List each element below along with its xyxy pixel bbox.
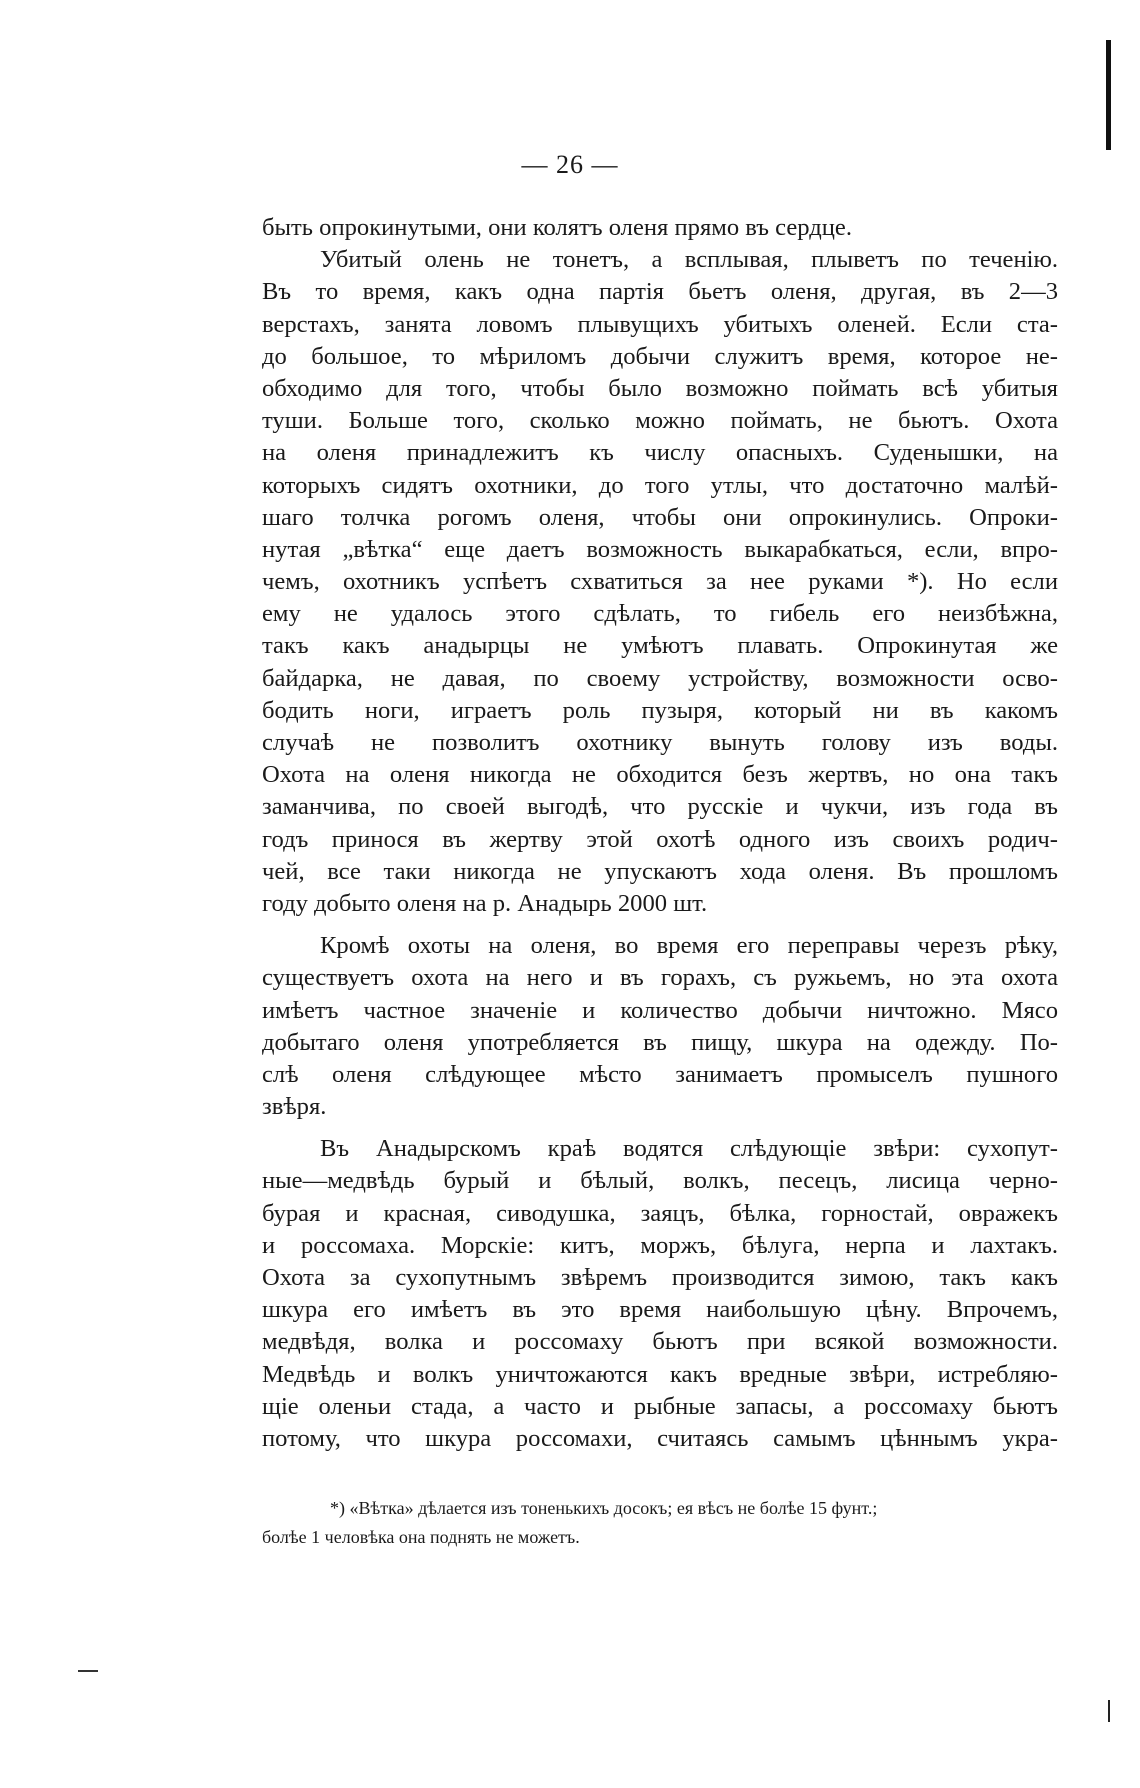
text-line: Убитый олень не тонетъ, а всплывая, плыветъ по теченію. <box>320 246 1058 274</box>
text-line: медвѣдя, волка и россомаху бьютъ при всякой возможности. <box>262 1328 1058 1356</box>
page-edge-shadow <box>1106 40 1111 150</box>
text-line: году добыто оленя на р. Анадырь 2000 шт. <box>262 889 708 917</box>
footnote <box>262 1494 1058 1552</box>
page-edge-mark <box>1108 1700 1110 1722</box>
body-text <box>262 212 1058 1455</box>
text-line: годъ принося въ жертву этой охотѣ одного изъ своихъ родич- <box>262 825 1058 853</box>
text-line: нутая „вѣтка“ еще даетъ возможность выкарабкаться, если, впро- <box>262 535 1058 563</box>
text-line: имѣетъ частное значеніе и количество добычи ничтожно. Мясо <box>262 996 1058 1024</box>
footnote-line: болѣе 1 человѣка она поднять не можетъ. <box>262 1527 580 1547</box>
text-line: чемъ, охотникъ успѣетъ схватиться за нее руками *). Но если <box>262 568 1058 596</box>
text-line: щіе оленьи стада, а часто и рыбные запасы, а россомаху бьютъ <box>262 1392 1058 1420</box>
text-line: быть опрокинутыми, они колятъ оленя прямо въ сердце. <box>262 214 852 241</box>
text-line: Кромѣ охоты на оленя, во время его переправы черезъ рѣку, <box>320 932 1058 960</box>
text-line: Охота за сухопутнымъ звѣремъ производится зимою, такъ какъ <box>262 1264 1058 1291</box>
page-edge-mark <box>78 1670 98 1672</box>
text-line: на оленя принадлежитъ къ числу опасныхъ. Суденышки, на <box>262 439 1058 467</box>
text-line: слѣ оленя слѣдующее мѣсто занимаетъ промыселъ пушного <box>262 1060 1058 1088</box>
footnote-line: *) «Вѣтка» дѣлается изъ тоненькихъ досокъ; ея вѣсъ не болѣе 15 фунт.; <box>330 1498 878 1518</box>
text-line: бодить ноги, играетъ роль пузыря, который ни въ какомъ <box>262 696 1058 724</box>
text-line: и россомаха. Морскіе: китъ, моржъ, бѣлуга, нерпа и лахтакъ. <box>262 1231 1058 1259</box>
text-line: заманчива, по своей выгодѣ, что русскіе и чукчи, изъ года въ <box>262 793 1058 821</box>
text-line: Охота на оленя никогда не обходится безъ жертвъ, но она такъ <box>262 761 1058 789</box>
text-line: обходимо для того, чтобы было возможно поймать всѣ убитыя <box>262 374 1058 402</box>
text-line: такъ какъ анадырцы не умѣютъ плавать. Опрокинутая же <box>262 632 1058 660</box>
text-line: которыхъ сидятъ охотники, до того утлы, что достаточно малѣй- <box>262 471 1058 499</box>
text-line: до большое, то мѣриломъ добычи служитъ время, которое не- <box>262 342 1058 370</box>
text-line: существуетъ охота на него и въ горахъ, съ ружьемъ, но эта охота <box>262 964 1058 992</box>
text-line: Въ то время, какъ одна партія бьетъ оленя, другая, въ 2—3 <box>262 278 1058 306</box>
page-number: — 26 — <box>521 150 619 179</box>
text-line: случаѣ не позволитъ охотнику вынуть голову изъ воды. <box>262 729 1058 756</box>
text-line: Медвѣдь и волкъ уничтожаются какъ вредные звѣри, истребляю- <box>262 1360 1058 1388</box>
text-line: шаго толчка рогомъ оленя, чтобы они опрокинулись. Опроки- <box>262 503 1058 531</box>
text-line: чей, все таки никогда не упускаютъ хода оленя. Въ прошломъ <box>262 857 1058 885</box>
text-line: бурая и красная, сиводушка, заяцъ, бѣлка, горностай, овражекъ <box>262 1199 1058 1227</box>
text-line: потому, что шкура россомахи, считаясь самымъ цѣннымъ укра- <box>262 1424 1058 1452</box>
text-line: ему не удалось этого сдѣлать, то гибель его неизбѣжна, <box>262 600 1058 628</box>
text-line: шкура его имѣетъ въ это время наибольшую цѣну. Впрочемъ, <box>262 1296 1058 1324</box>
text-line: ные—медвѣдь бурый и бѣлый, волкъ, песецъ, лисица черно- <box>262 1167 1058 1195</box>
text-line: звѣря. <box>262 1093 327 1121</box>
text-line: верстахъ, занята ловомъ плывущихъ убитыхъ оленей. Если ста- <box>262 310 1058 338</box>
text-line: байдарка, не давая, по своему устройству, возможности осво- <box>262 664 1058 692</box>
text-line: Въ Анадырскомъ краѣ водятся слѣдующіе звѣри: сухопут- <box>320 1135 1058 1163</box>
text-line: добытаго оленя употребляется въ пищу, шкура на одежду. По- <box>262 1028 1058 1056</box>
text-line: туши. Больше того, сколько можно поймать, не бьютъ. Охота <box>262 407 1058 435</box>
